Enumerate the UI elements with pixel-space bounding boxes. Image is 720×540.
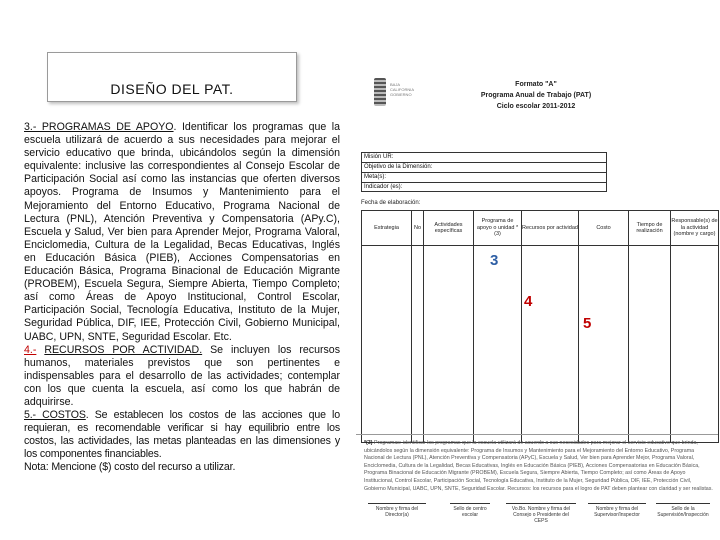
fecha-elaboracion: Fecha de elaboración: bbox=[361, 200, 421, 206]
form-header bbox=[471, 79, 601, 112]
table-cell bbox=[412, 246, 424, 443]
logo-line: BAJA bbox=[390, 82, 401, 87]
formato-a-form bbox=[356, 72, 718, 534]
pat-table bbox=[361, 210, 719, 443]
signature-line bbox=[368, 503, 426, 504]
marker-4: 4 bbox=[524, 293, 533, 310]
section-3-label: 3.- PROGRAMAS DE APOYO bbox=[24, 121, 174, 133]
table-cell bbox=[522, 246, 579, 443]
signature-label: Sello de la Supervisión/Inspección bbox=[657, 506, 709, 518]
info-row-indicador: Indicador (es): bbox=[361, 182, 607, 192]
signature-supervisor bbox=[588, 503, 646, 518]
signature-consejo bbox=[506, 503, 576, 524]
col-costo: Costo bbox=[579, 211, 629, 246]
signature-line bbox=[656, 503, 710, 504]
marker-5: 5 bbox=[583, 315, 592, 332]
table-cell bbox=[671, 246, 719, 443]
table-cell bbox=[362, 246, 412, 443]
table-cell bbox=[629, 246, 671, 443]
col-actividades: Actividades específicas bbox=[424, 211, 474, 246]
signature-label: Nombre y firma del Director(a) bbox=[375, 506, 419, 518]
section-4-label: RECURSOS POR ACTIVIDAD. bbox=[44, 343, 203, 356]
footnote-rule bbox=[356, 434, 718, 435]
signature-line bbox=[588, 503, 646, 504]
form-format: Formato "A" bbox=[515, 81, 557, 88]
body-text bbox=[24, 121, 340, 475]
logo-line: CALIFORNIA bbox=[390, 87, 415, 92]
slide-title: DISEÑO DEL PAT. bbox=[110, 81, 234, 97]
info-row-mision: Misión UR: bbox=[361, 152, 607, 162]
col-no: No bbox=[412, 211, 424, 246]
info-row-objetivo: Objetivo de la Dimensión: bbox=[361, 162, 607, 172]
form-cycle: Ciclo escolar 2011-2012 bbox=[496, 103, 576, 110]
section-4-number: 4.- bbox=[24, 343, 37, 356]
signature-sello-supervision bbox=[656, 503, 710, 518]
signature-director bbox=[368, 503, 426, 518]
signature-line bbox=[450, 503, 490, 504]
info-row-metas: Meta(s): bbox=[361, 172, 607, 182]
signature-label: Sello de centro escolar bbox=[453, 506, 487, 518]
footnote-text: Programas: identificar los programas que la escuela utilizará de acuerdo a sus necesidades para mejorar el servicio educativo que brinda, ubicándolos según la dimensión equivalente: Programa de Insumos y Mantenimiento para el Mejoramiento del Entorno Educativo, Programa Nacional de Lectura (PNL), Atención Preventiva y Compensatoria (APyC), Escuela y Salud, Ver bien para Aprender Mejor, Programa Valoral, Enciclomedia, Cultura de la Legalidad, Becas Educativas, Inglés en Educación Básica (PIEB), Acciones Compensatorias en Educación Básica, Programa Binacional de Educación Migrante (PROBEM), Escuela Segura, Siempre Abierta, Tiempo Completo; así como Áreas de Apoyo Institucional, Control Escolar, Participación Social, Tecnología Educativa, Instituto de la Mujer, Seguridad Pública, DIF, IEE, Protección Civil, Gobierno Municipal, UABC, UPN, SNTE, Seguridad Escolar. Recursos: los recursos para el logro de PAT deben plantear con claridad y ser realistas. bbox=[364, 440, 713, 492]
table-cell bbox=[579, 246, 629, 443]
state-logo bbox=[374, 78, 386, 106]
table-cell bbox=[474, 246, 522, 443]
signature-line bbox=[506, 503, 576, 504]
section-programas bbox=[24, 121, 340, 344]
signature-label: Nombre y firma del Supervisor/Inspector bbox=[594, 506, 640, 518]
table-body-row bbox=[362, 246, 719, 443]
slide-title-box bbox=[47, 52, 297, 102]
section-note: Nota: Mencione ($) costo del recurso a utilizar. bbox=[24, 461, 236, 474]
section-5-label: 5.- COSTOS bbox=[24, 409, 86, 422]
section-recursos bbox=[24, 344, 340, 409]
col-responsable: Responsable(s) de la actividad (nombre y cargo) bbox=[671, 211, 719, 246]
marker-3: 3 bbox=[490, 252, 499, 269]
col-programa-apoyo: Programa de apoyo o unidad *(3) bbox=[474, 211, 522, 246]
section-costos bbox=[24, 409, 340, 461]
section-5-text: . Se establecen los costos de las acciones que lo requieran, es recomendable verificar si hay equilibrio entre los costos, las actividades, las metas planteadas en las dimensiones y los componentes financiables. bbox=[24, 409, 340, 461]
col-tiempo: Tiempo de realización bbox=[629, 211, 671, 246]
table-cell bbox=[424, 246, 474, 443]
signature-sello-centro bbox=[450, 503, 490, 518]
footnote-label: *(3) bbox=[364, 440, 373, 446]
footnote bbox=[364, 440, 714, 493]
signature-label: Vo.Bo. Nombre y firma del Consejo o Presidente del CEPS bbox=[511, 506, 571, 524]
col-recursos: Recursos por actividad bbox=[522, 211, 579, 246]
section-3-text: . Identificar los programas que la escuela utilizará de acuerdo a sus necesidades para mejorar el servicio educativo que brinda, ubicándolos según la dimensión equivalente: inclusive las correspondientes al Consejo Escolar de Participación Social así como las instancias que oferten diversos apoyos. Programa de Insumos y Mantenimiento para el Mejoramiento del Entorno Educativo, Programa Nacional de Lectura (PNL), Atención Preventiva y Compensatoria (APy.C), Escuela y Salud, Ver bien para Aprender Mejor, Programa Valoral, Enciclomedia, Cultura de la Legalidad, Becas Educativas, Inglés en Educación Básica (PIEB), Acciones Compensatorias en Educación Básica, Programa Binacional de Educación Migrante (PROBEM), Escuela Segura, Siempre Abierta, Tiempo Completo; así como Áreas de Apoyo Institucional, Control Escolar, Participación Social, Tecnología Educativa, Instituto de la Mujer, Seguridad Pública, DIF, IEE, Protección Civil, Gobierno Municipal, UABC, UPN, SNTE, Seguridad Escolar. Etc. bbox=[24, 121, 341, 343]
section-4-text: Se incluyen los recursos humanos, materiales previstos que son pertinentes e indispensables para el desarrollo de las actividades; contemplar con los que cuenta la escuela, así como los que habrán de adquirirse. bbox=[24, 343, 340, 408]
logo-line: GOBIERNO bbox=[390, 92, 412, 97]
table-header-row bbox=[362, 211, 719, 246]
col-estrategia: Estrategia bbox=[362, 211, 412, 246]
logo-caption bbox=[390, 82, 414, 97]
form-program: Programa Anual de Trabajo (PAT) bbox=[480, 92, 592, 99]
